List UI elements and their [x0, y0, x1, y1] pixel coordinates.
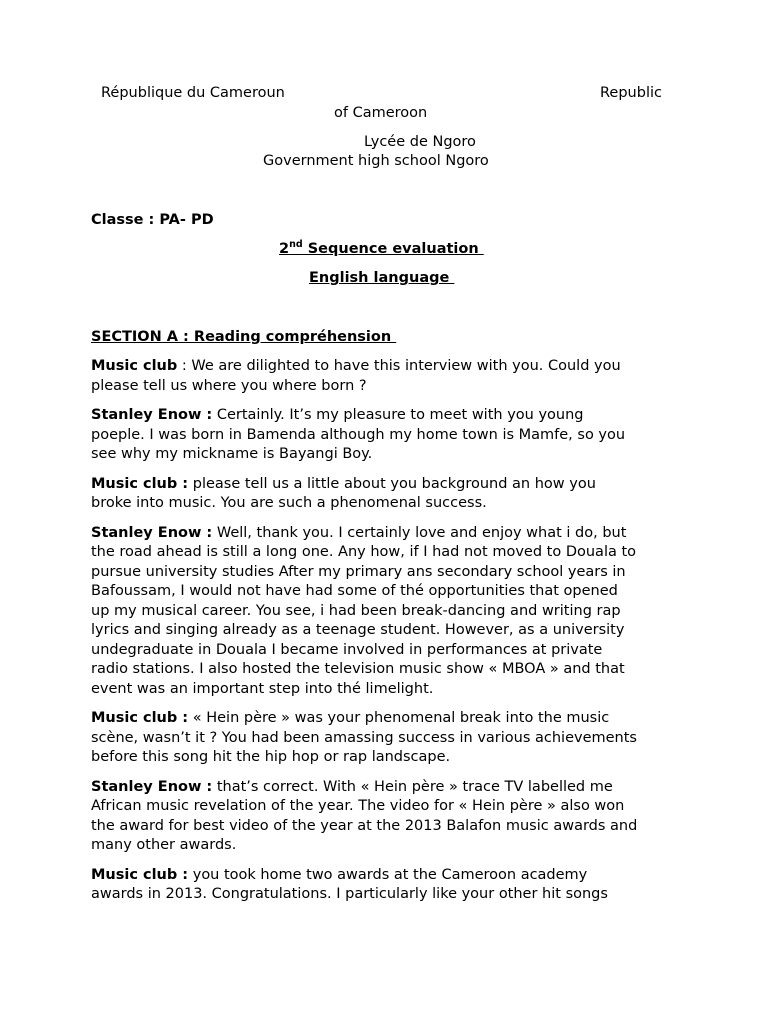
dialogue-text: radio stations. I also hosted the television music show « MBOA » and that	[91, 661, 625, 677]
dialogue-line	[91, 680, 683, 700]
sequence-ordinal-suffix: nd	[289, 239, 303, 250]
speaker-name: Stanley Enow :	[91, 778, 213, 795]
dialogue-text: broke into music. You are such a phenomenal success.	[91, 495, 487, 511]
dialogue-line	[91, 797, 683, 817]
dialogue-paragraph	[91, 866, 683, 905]
speaker-name: Music club :	[91, 866, 189, 883]
dialogue-text: « Hein père » was your phenomenal break into the music	[192, 710, 610, 726]
dialogue-line	[91, 602, 683, 622]
dialogue-text: lyrics and singing already as a teenage student. However, as a university	[91, 622, 625, 638]
dialogue-text: pursue university studies After my primary ans secondary school years in	[91, 563, 626, 580]
speaker-name: Music club :	[91, 710, 189, 726]
dialogue-line	[91, 660, 683, 680]
dialogue-text: We are dilighted to have this interview with you. Could you	[191, 358, 621, 374]
sequence-title	[279, 240, 484, 260]
dialogue-paragraph	[91, 524, 683, 700]
header-republic-fr: République du Cameroun	[101, 85, 285, 101]
dialogue-line	[91, 582, 683, 602]
dialogue-paragraph	[91, 778, 683, 856]
dialogue-paragraph	[91, 357, 683, 396]
dialogue-line	[91, 866, 683, 886]
speaker-name: Music club	[91, 358, 178, 374]
reading-passage	[91, 357, 683, 915]
subject-title: English language	[309, 270, 455, 286]
dialogue-text: Bafoussam, I would not have had some of thé opportunities that opened	[91, 583, 618, 599]
speaker-name: Music club :	[91, 475, 189, 492]
dialogue-line	[91, 377, 683, 397]
dialogue-line	[91, 748, 683, 768]
dialogue-line	[91, 641, 683, 661]
dialogue-line	[91, 621, 683, 641]
dialogue-text: please tell us where you where born ?	[91, 377, 367, 394]
dialogue-line	[91, 885, 683, 905]
dialogue-text: up my musical career. You see, i had been break-dancing and writing rap	[91, 602, 621, 619]
dialogue-text: before this song hit the hip hop or rap landscape.	[91, 749, 451, 765]
dialogue-line	[91, 494, 683, 514]
dialogue-text: the award for best video of the year at the 2013 Balafon music awards and	[91, 817, 638, 834]
dialogue-text: see why my mickname is Bayangi Boy.	[91, 446, 373, 462]
section-title: SECTION A : Reading compréhension	[91, 329, 397, 345]
class-label: Classe : PA- PD	[91, 212, 214, 228]
dialogue-text: Well, thank you. I certainly love and enjoy what i do, but	[216, 524, 627, 541]
dialogue-text: the road ahead is still a long one. Any how, if I had not moved to Douala to	[91, 544, 637, 560]
header-republic-en-cont: of Cameroon	[334, 105, 428, 121]
dialogue-line	[91, 817, 683, 837]
dialogue-text: event was an important step into thé limelight.	[91, 680, 434, 697]
dialogue-line	[91, 836, 683, 856]
dialogue-line	[91, 524, 683, 544]
dialogue-text: you took home two awards at the Cameroon academy	[192, 866, 588, 883]
dialogue-line	[91, 778, 683, 798]
speaker-name: Stanley Enow :	[91, 524, 213, 541]
dialogue-text: African music revelation of the year. The video for « Hein père » also won	[91, 798, 625, 814]
dialogue-line	[91, 445, 683, 465]
dialogue-text: scène, wasn’t it ? You had been amassing success in various achievements	[91, 729, 637, 746]
header-republic-en: Republic	[600, 85, 662, 101]
dialogue-paragraph	[91, 709, 683, 768]
dialogue-text: poeple. I was born in Bamenda although my home town is Mamfe, so you	[91, 426, 626, 443]
dialogue-line	[91, 563, 683, 583]
school-name-fr: Lycée de Ngoro	[364, 134, 476, 150]
sequence-number: 2	[279, 241, 290, 257]
dialogue-line	[91, 709, 683, 729]
sequence-title-text: Sequence evaluation	[302, 241, 484, 257]
school-name-en: Government high school Ngoro	[263, 153, 489, 169]
dialogue-line	[91, 729, 683, 749]
dialogue-line	[91, 543, 683, 563]
dialogue-text: please tell us a little about you background an how you	[192, 475, 596, 492]
dialogue-paragraph	[91, 406, 683, 465]
dialogue-text: Certainly. It’s my pleasure to meet with you young	[216, 407, 584, 423]
dialogue-text: awards in 2013. Congratulations. I particularly like your other hit songs	[91, 886, 608, 902]
dialogue-text: many other awards.	[91, 837, 237, 853]
dialogue-line	[91, 406, 683, 426]
speaker-name: Stanley Enow :	[91, 407, 213, 423]
dialogue-line	[91, 426, 683, 446]
dialogue-paragraph	[91, 475, 683, 514]
dialogue-text: undegraduate in Douala I became involved in performances at private	[91, 641, 603, 658]
dialogue-text: that’s correct. With « Hein père » trace TV labelled me	[216, 778, 613, 795]
dialogue-line	[91, 357, 683, 377]
dialogue-line	[91, 475, 683, 495]
speaker-separator: :	[177, 358, 192, 374]
